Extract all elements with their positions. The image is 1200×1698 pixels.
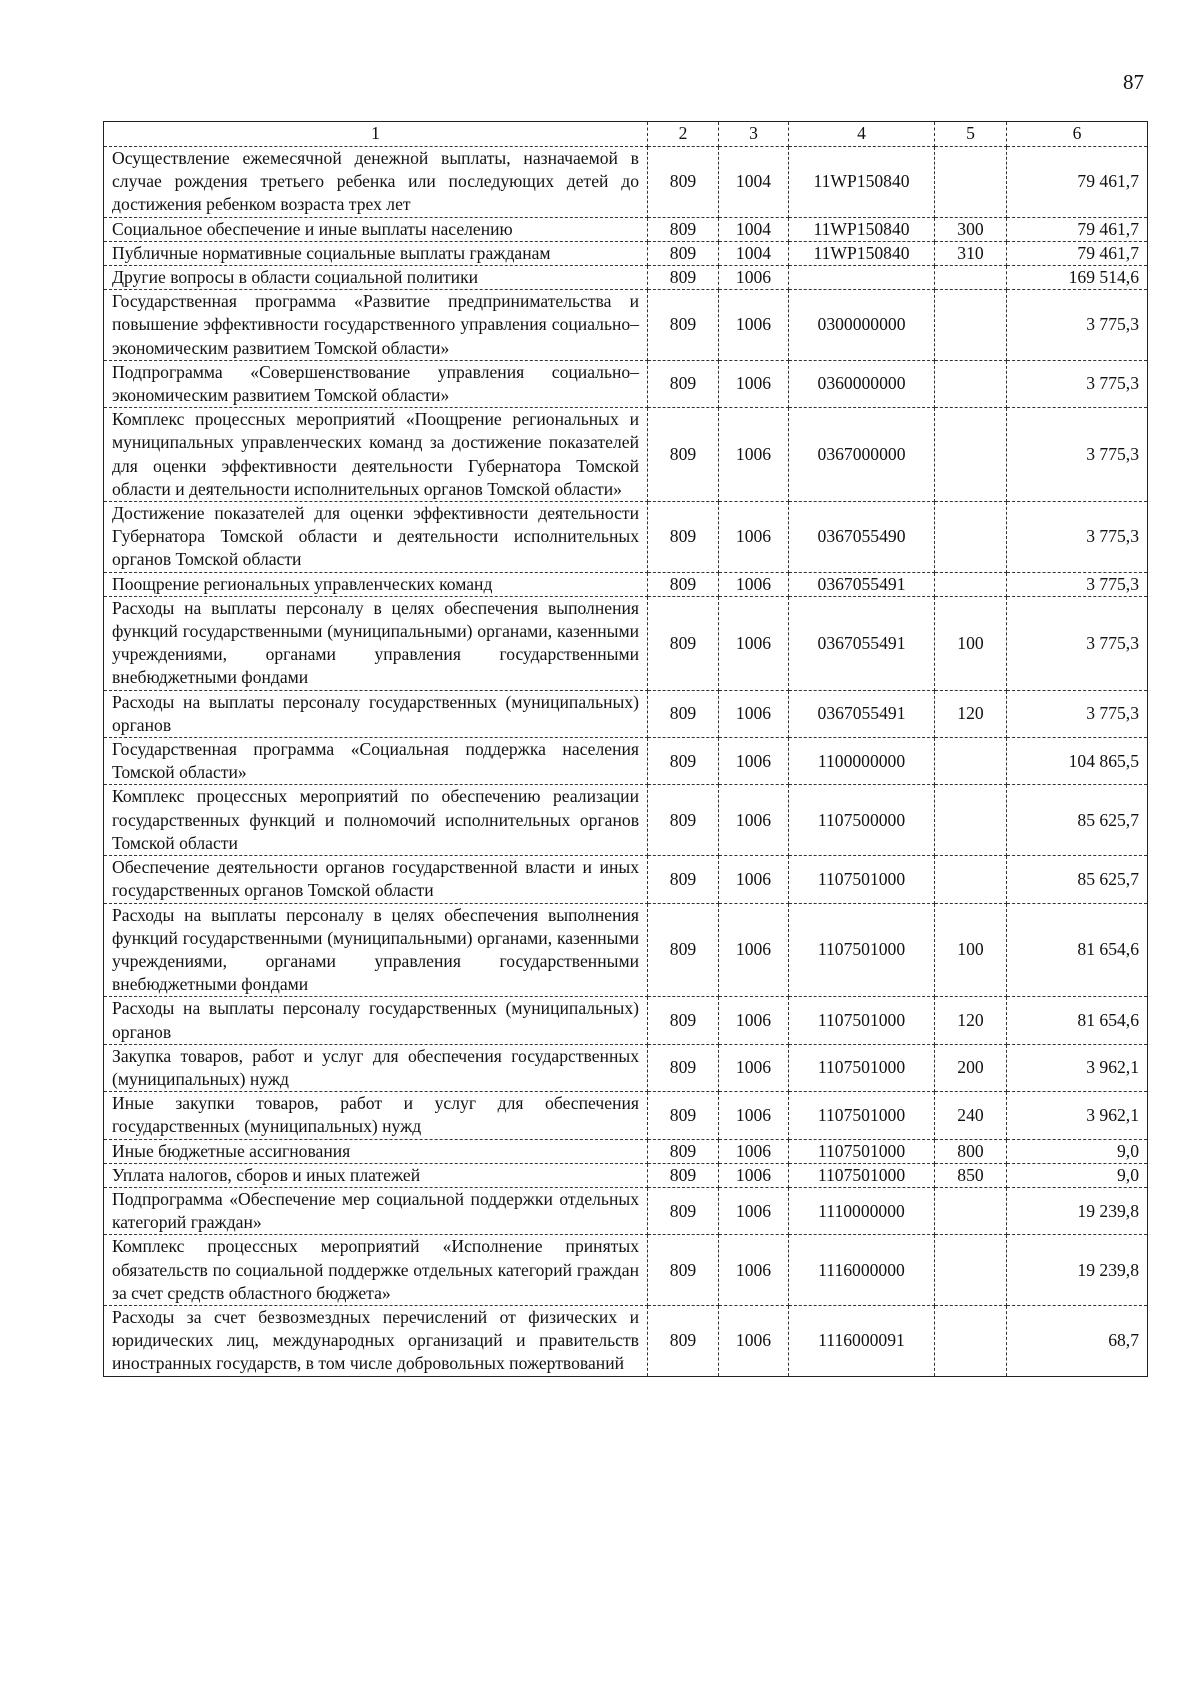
row-name-cell: Другие вопросы в области социальной политики <box>104 266 648 290</box>
row-name-cell: Государственная программа «Развитие предпринимательства и повышение эффективности государственного управления социально–экономическим развитием Томской области» <box>104 290 648 361</box>
row-name-cell: Государственная программа «Социальная поддержка населения Томской области» <box>104 738 648 785</box>
expense-type-cell: 120 <box>935 997 1007 1044</box>
table-row <box>104 1092 1148 1139</box>
expense-type-cell <box>935 147 1007 218</box>
amount-cell: 85 625,7 <box>1007 856 1148 903</box>
target-article-cell <box>789 266 935 290</box>
table-row <box>104 903 1148 997</box>
target-article-cell: 1107500000 <box>789 785 935 856</box>
target-article-cell: 0367000000 <box>789 408 935 502</box>
section-code-cell: 1006 <box>719 596 789 690</box>
table-row <box>104 596 1148 690</box>
expense-type-cell: 200 <box>935 1044 1007 1091</box>
expense-type-cell: 800 <box>935 1139 1007 1163</box>
section-code-cell: 1006 <box>719 856 789 903</box>
ministry-code-cell: 809 <box>648 1235 719 1306</box>
target-article-cell: 1116000091 <box>789 1305 935 1376</box>
section-code-cell: 1006 <box>719 785 789 856</box>
amount-cell: 81 654,6 <box>1007 903 1148 997</box>
column-header: 6 <box>1007 122 1148 147</box>
target-article-cell: 11WP150840 <box>789 217 935 241</box>
row-name-cell: Расходы за счет безвозмездных перечислений от физических и юридических лиц, международных организаций и правительств иностранных государств, в том числе добровольных пожертвований <box>104 1305 648 1376</box>
section-code-cell: 1004 <box>719 241 789 265</box>
section-code-cell: 1006 <box>719 903 789 997</box>
table-row <box>104 1139 1148 1163</box>
expense-type-cell <box>935 1187 1007 1234</box>
section-code-cell: 1006 <box>719 1305 789 1376</box>
expense-type-cell <box>935 785 1007 856</box>
target-article-cell: 1107501000 <box>789 856 935 903</box>
expense-type-cell: 240 <box>935 1092 1007 1139</box>
target-article-cell: 11WP150840 <box>789 241 935 265</box>
ministry-code-cell: 809 <box>648 738 719 785</box>
target-article-cell: 0367055490 <box>789 502 935 573</box>
table-row <box>104 360 1148 407</box>
amount-cell: 3 775,3 <box>1007 502 1148 573</box>
row-name-cell: Уплата налогов, сборов и иных платежей <box>104 1163 648 1187</box>
section-code-cell: 1006 <box>719 408 789 502</box>
column-header: 5 <box>935 122 1007 147</box>
table-row <box>104 1163 1148 1187</box>
row-name-cell: Комплекс процессных мероприятий по обеспечению реализации государственных функций и полномочий исполнительных органов Томской области <box>104 785 648 856</box>
target-article-cell: 0367055491 <box>789 572 935 596</box>
section-code-cell: 1006 <box>719 502 789 573</box>
column-header: 2 <box>648 122 719 147</box>
target-article-cell: 0300000000 <box>789 290 935 361</box>
target-article-cell: 0367055491 <box>789 596 935 690</box>
section-code-cell: 1006 <box>719 690 789 737</box>
ministry-code-cell: 809 <box>648 1187 719 1234</box>
table-row <box>104 266 1148 290</box>
target-article-cell: 1116000000 <box>789 1235 935 1306</box>
amount-cell: 169 514,6 <box>1007 266 1148 290</box>
expense-type-cell: 100 <box>935 903 1007 997</box>
table-row <box>104 147 1148 218</box>
section-code-cell: 1006 <box>719 738 789 785</box>
expense-type-cell <box>935 1235 1007 1306</box>
expense-type-cell: 120 <box>935 690 1007 737</box>
expense-type-cell: 300 <box>935 217 1007 241</box>
amount-cell: 3 775,3 <box>1007 690 1148 737</box>
amount-cell: 3 775,3 <box>1007 572 1148 596</box>
amount-cell: 81 654,6 <box>1007 997 1148 1044</box>
table-row <box>104 1305 1148 1376</box>
table-header <box>104 122 1148 147</box>
expense-type-cell <box>935 290 1007 361</box>
row-name-cell: Обеспечение деятельности органов государственной власти и иных государственных органов Томской области <box>104 856 648 903</box>
amount-cell: 19 239,8 <box>1007 1235 1148 1306</box>
ministry-code-cell: 809 <box>648 241 719 265</box>
table-body <box>104 147 1148 1377</box>
amount-cell: 3 962,1 <box>1007 1044 1148 1091</box>
target-article-cell: 11WP150840 <box>789 147 935 218</box>
ministry-code-cell: 809 <box>648 147 719 218</box>
target-article-cell: 1107501000 <box>789 997 935 1044</box>
header-row <box>104 122 1148 147</box>
table-row <box>104 408 1148 502</box>
target-article-cell: 1107501000 <box>789 1092 935 1139</box>
target-article-cell: 0367055491 <box>789 690 935 737</box>
amount-cell: 79 461,7 <box>1007 217 1148 241</box>
ministry-code-cell: 809 <box>648 502 719 573</box>
budget-table <box>103 121 1148 1377</box>
ministry-code-cell: 809 <box>648 1092 719 1139</box>
page-number: 87 <box>1123 70 1144 94</box>
column-header: 4 <box>789 122 935 147</box>
section-code-cell: 1004 <box>719 217 789 241</box>
expense-type-cell: 310 <box>935 241 1007 265</box>
table-row <box>104 856 1148 903</box>
amount-cell: 3 775,3 <box>1007 596 1148 690</box>
row-name-cell: Социальное обеспечение и иные выплаты населению <box>104 217 648 241</box>
ministry-code-cell: 809 <box>648 690 719 737</box>
section-code-cell: 1006 <box>719 360 789 407</box>
section-code-cell: 1006 <box>719 1092 789 1139</box>
ministry-code-cell: 809 <box>648 290 719 361</box>
expense-type-cell: 100 <box>935 596 1007 690</box>
expense-type-cell <box>935 738 1007 785</box>
column-header: 3 <box>719 122 789 147</box>
amount-cell: 68,7 <box>1007 1305 1148 1376</box>
ministry-code-cell: 809 <box>648 903 719 997</box>
row-name-cell: Комплекс процессных мероприятий «Поощрение региональных и муниципальных управленческих команд за достижение показателей для оценки эффективности деятельности Губернатора Томской области и деятельности исполнительных органов Томской области» <box>104 408 648 502</box>
row-name-cell: Достижение показателей для оценки эффективности деятельности Губернатора Томской области и деятельности исполнительных органов Томской области <box>104 502 648 573</box>
row-name-cell: Публичные нормативные социальные выплаты гражданам <box>104 241 648 265</box>
amount-cell: 9,0 <box>1007 1163 1148 1187</box>
row-name-cell: Поощрение региональных управленческих команд <box>104 572 648 596</box>
expense-type-cell <box>935 502 1007 573</box>
amount-cell: 79 461,7 <box>1007 241 1148 265</box>
row-name-cell: Расходы на выплаты персоналу государственных (муниципальных) органов <box>104 997 648 1044</box>
table-row <box>104 1044 1148 1091</box>
section-code-cell: 1006 <box>719 997 789 1044</box>
amount-cell: 3 775,3 <box>1007 408 1148 502</box>
target-article-cell: 1107501000 <box>789 1139 935 1163</box>
ministry-code-cell: 809 <box>648 217 719 241</box>
ministry-code-cell: 809 <box>648 408 719 502</box>
row-name-cell: Комплекс процессных мероприятий «Исполнение принятых обязательств по социальной поддержке отдельных категорий граждан за счет средств областного бюджета» <box>104 1235 648 1306</box>
target-article-cell: 1110000000 <box>789 1187 935 1234</box>
row-name-cell: Расходы на выплаты персоналу в целях обеспечения выполнения функций государственными (муниципальными) органами, казенными учреждениями, органами управления государственными внебюджетными фондами <box>104 596 648 690</box>
table-row <box>104 290 1148 361</box>
expense-type-cell <box>935 360 1007 407</box>
expense-type-cell <box>935 1305 1007 1376</box>
expense-type-cell <box>935 266 1007 290</box>
ministry-code-cell: 809 <box>648 997 719 1044</box>
expense-type-cell <box>935 408 1007 502</box>
amount-cell: 9,0 <box>1007 1139 1148 1163</box>
row-name-cell: Расходы на выплаты персоналу в целях обеспечения выполнения функций государственными (муниципальными) органами, казенными учреждениями, органами управления государственными внебюджетными фондами <box>104 903 648 997</box>
amount-cell: 3 775,3 <box>1007 360 1148 407</box>
amount-cell: 104 865,5 <box>1007 738 1148 785</box>
expense-type-cell <box>935 572 1007 596</box>
table-row <box>104 997 1148 1044</box>
ministry-code-cell: 809 <box>648 572 719 596</box>
section-code-cell: 1006 <box>719 572 789 596</box>
section-code-cell: 1006 <box>719 1235 789 1306</box>
ministry-code-cell: 809 <box>648 596 719 690</box>
amount-cell: 85 625,7 <box>1007 785 1148 856</box>
expense-type-cell <box>935 856 1007 903</box>
ministry-code-cell: 809 <box>648 266 719 290</box>
ministry-code-cell: 809 <box>648 856 719 903</box>
table-row <box>104 1235 1148 1306</box>
ministry-code-cell: 809 <box>648 1044 719 1091</box>
section-code-cell: 1006 <box>719 1187 789 1234</box>
table-row <box>104 241 1148 265</box>
target-article-cell: 1100000000 <box>789 738 935 785</box>
ministry-code-cell: 809 <box>648 1163 719 1187</box>
table-row <box>104 217 1148 241</box>
row-name-cell: Подпрограмма «Совершенствование управления социально–экономическим развитием Томской области» <box>104 360 648 407</box>
target-article-cell: 1107501000 <box>789 903 935 997</box>
target-article-cell: 1107501000 <box>789 1163 935 1187</box>
table-row <box>104 738 1148 785</box>
section-code-cell: 1004 <box>719 147 789 218</box>
section-code-cell: 1006 <box>719 266 789 290</box>
row-name-cell: Расходы на выплаты персоналу государственных (муниципальных) органов <box>104 690 648 737</box>
section-code-cell: 1006 <box>719 1044 789 1091</box>
ministry-code-cell: 809 <box>648 1139 719 1163</box>
target-article-cell: 1107501000 <box>789 1044 935 1091</box>
table-row <box>104 785 1148 856</box>
section-code-cell: 1006 <box>719 1139 789 1163</box>
row-name-cell: Иные бюджетные ассигнования <box>104 1139 648 1163</box>
table-row <box>104 690 1148 737</box>
row-name-cell: Осуществление ежемесячной денежной выплаты, назначаемой в случае рождения третьего ребенка или последующих детей до достижения ребенком возраста трех лет <box>104 147 648 218</box>
amount-cell: 79 461,7 <box>1007 147 1148 218</box>
amount-cell: 19 239,8 <box>1007 1187 1148 1234</box>
column-header: 1 <box>104 122 648 147</box>
ministry-code-cell: 809 <box>648 1305 719 1376</box>
amount-cell: 3 775,3 <box>1007 290 1148 361</box>
ministry-code-cell: 809 <box>648 360 719 407</box>
ministry-code-cell: 809 <box>648 785 719 856</box>
table-row <box>104 572 1148 596</box>
amount-cell: 3 962,1 <box>1007 1092 1148 1139</box>
target-article-cell: 0360000000 <box>789 360 935 407</box>
table-row <box>104 502 1148 573</box>
table-row <box>104 1187 1148 1234</box>
row-name-cell: Закупка товаров, работ и услуг для обеспечения государственных (муниципальных) нужд <box>104 1044 648 1091</box>
row-name-cell: Иные закупки товаров, работ и услуг для обеспечения государственных (муниципальных) нужд <box>104 1092 648 1139</box>
expense-type-cell: 850 <box>935 1163 1007 1187</box>
section-code-cell: 1006 <box>719 290 789 361</box>
section-code-cell: 1006 <box>719 1163 789 1187</box>
row-name-cell: Подпрограмма «Обеспечение мер социальной поддержки отдельных категорий граждан» <box>104 1187 648 1234</box>
